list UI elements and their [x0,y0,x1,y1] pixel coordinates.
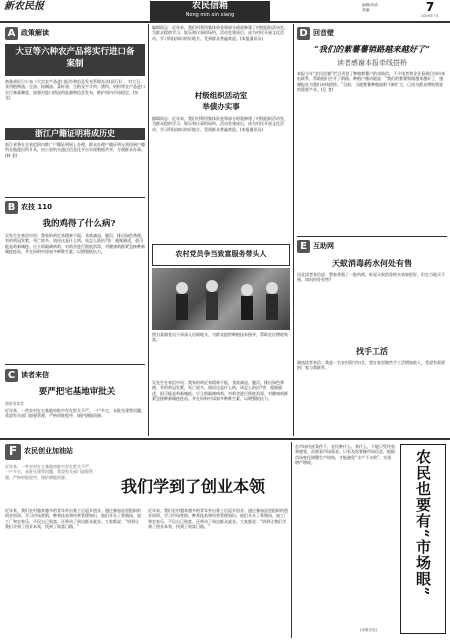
sidebar-byline: (本报评论) [360,628,378,632]
section-label: 政策解读 [21,28,49,37]
letter-byline: 湖南省读者 [5,401,24,406]
echo-headline: “我们的紫薯薯销路越来越好了” [314,44,430,54]
col-mid-more: 吴先生在来信中问：我家的鸡近来精神不振，食欲减退，腹泻，排出绿色粪便，有的鸡冠发紫，死亡较多。请问这是什么病，该怎么防治?答：根据描述，很可能是鸡新城疫。应立即隔离病鸡，对鸡舍进行彻底消毒，对健康鸡群紧急接种新城疫疫苗，并在饲料中添加多种维生素，以增强抵抗力。 [152,380,288,402]
section-f-header: F 农民创业加油站 [5,444,73,460]
photo-caption-body: 图为某镇党员干部深入田间地头，为群众提供种植技术指导，帮助农民增收致富。 [152,332,288,343]
newspaper-logo: 新农民报 [4,1,44,12]
mutual-headline: 天蚁消毒药水何处有售 [332,258,412,268]
section-letter: A [5,27,18,40]
issue-date: 2009年7月 [421,14,439,18]
f-intro: 近年来，一些农村在宅基地审批中存在把关不严、一户多宅、未批先建等问题，希望有关部门加强管理，严格审批程序，保护耕地资源。 [5,464,93,480]
page-number-box [412,1,448,19]
main-body-col1: 近年来，我们农村越来越多的青年外出务工后返乡创业。通过参加县里组织的创业培训，学习市场营销、种养技术和经营管理知识，他们开办了养殖场、加工厂和农家乐，不仅自己致富，还带动了周边群众就业。大家都说：“培训让我们学到了创业本领，找到了致富门路。” [5,508,141,530]
photo-party-members [152,268,290,330]
policy2-headline: 浙江户籍证明将成历史 [5,128,145,140]
mutual-body: 河北读者来信说：我家养殖了一批肉鸡，听说天蚁消毒药水效果很好，但在当地买不到，请问何处有售? [297,272,445,283]
section-e-header: E 互助网 [297,240,334,253]
col-mid-headline: 村级组织活动室 举债办实事 [194,91,248,111]
col-mid-body: 编辑同志：近年来，我们村利用集体资金和部分借款修建了村级组织活动室，为群众提供学习、娱乐和议事的场所。活动室建成后，成为村民开展文化活动、学习科技知识的好地方，受到群众普遍欢迎。(本报通讯员) [152,116,288,132]
main-headline: 我们学到了创业本领 [120,477,265,496]
policy1-headline: 大豆等六种农产品将实行进口备案制 [5,44,145,76]
section-title: 农民信箱 [191,1,228,11]
sidebar-quote-box [400,444,446,634]
section-d-header: D 回音壁 [297,27,334,40]
policy2-body: 浙江省将在全省范围内推广户籍证明网上办理，群众办理户籍证明无须再到户籍所在地派出所开具，由公安机关通过信息化平台实现数据共享，方便群众办事。(林 金) [5,142,145,158]
policy1-body: 商务部近日公布《大宗农产品进口报告和信息发布管理办法(试行)》，对大豆、食用植物油、豆油、棕榈油、菜籽油、豆粕及牛羊肉、猪肉、奶粉等农产品进口实行备案制度，加强对进口情况的监测和信息发布，维护国内市场稳定。(东 北) [5,79,145,101]
section-c-header: C 读者来信 [5,369,49,382]
main-body-col2: 近年来，我们农村越来越多的青年外出务工后返乡创业。通过参加县里组织的创业培训，学习市场营销、种养技术和经营管理知识，他们开办了养殖场、加工厂和农家乐，不仅自己致富，还带动了周边群众就业。大家都说：“培训让我们学到了创业本领，找到了致富门路。” [148,508,288,530]
col-mid-intro: 编辑同志：近年来，我们村利用集体资金和部分借款修建了村级组织活动室，为群众提供学习、娱乐和议事的场所。活动室建成后，成为村民开展文化活动、学习科技知识的好地方，受到群众普遍欢迎。(本报通讯员) [152,25,288,41]
letter-headline: 要严把宅基地审批关 [38,387,116,397]
workers-photo-graphic [152,268,290,330]
photo-caption-title: 农村党员争当致富服务带头人 [152,244,290,266]
echo-body: 本报今年“农民信箱”栏目刊登了种植紫薯户的求助信，不少读者和企业看到后纷纷来电联系，帮助他们打开了销路。种植户激动地说：“我们的紫薯销路越来越好了，感谢报社为我们牵线搭桥。”目前，当地紫薯种植面积不断扩大，已成为群众增收致富的重要产业。(记 者) [297,71,446,93]
mutual-reply-headline: 找手工活 [356,346,388,356]
editor-info: 编辑/房清: 美编: [362,3,379,12]
letter-body: 近年来，一些农村在宅基地审批中存在把关不严、一户多宅、未批先建等问题，希望有关部门加强管理，严格审批程序，保护耕地资源。 [5,408,145,419]
section-pinyin: Nong min xin xiang [185,12,235,18]
masthead [0,0,450,22]
page-number: 7 [425,0,435,14]
section-a-header [5,27,49,40]
sidebar-quote: 农民也要有“市场眼” [414,449,432,597]
section-banner [150,1,270,21]
farm-qa-body: 吴先生在来信中问：我家的鸡近来精神不振，食欲减退，腹泻，排出绿色粪便，有的鸡冠发紫，死亡较多。请问这是什么病，该怎么防治?答：根据描述，很可能是鸡新城疫。应立即隔离病鸡，对鸡舍进行彻底消毒，对健康鸡群紧急接种新城疫疫苗，并在饲料中添加多种维生素，以增强抵抗力。 [5,233,145,255]
sidebar-body: 在市场经济条件下，农民种什么、养什么，不能只凭经验和感觉，而要看市场需求。只有及时掌握市场信息，根据市场变化调整生产结构，才能避免“丰产不丰收”，实现增产增收。 [295,444,395,466]
section-b-header: B 农技 110 [5,201,52,214]
mutual-reply-body: 湖南读者来信：我是一名农村留守妇女，想在家里做些手工活增加收入，希望有需要的厂家与我联系。 [297,360,445,371]
echo-subtitle: 读者感谢本报牵线搭桥 [337,59,407,67]
farm-qa-headline: 我的鸡得了什么病? [42,219,116,229]
